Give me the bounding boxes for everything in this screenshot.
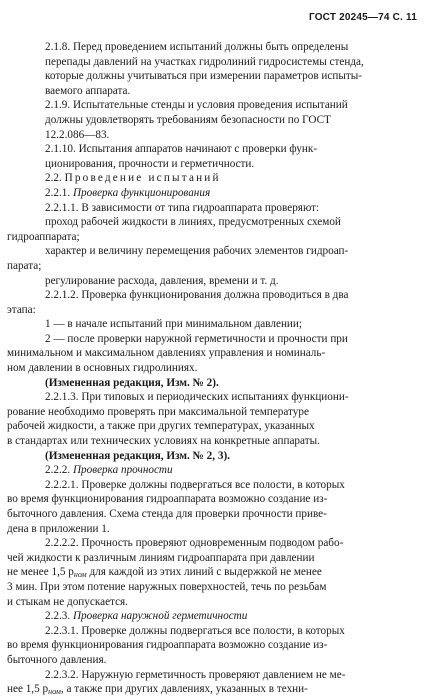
text-line: 2 — после проверки наружной герметичности и прочности при [45,332,348,345]
text-line: 2.1.10. Испытания аппаратов начинают с проверки функ- [45,143,318,156]
paragraph-2-2-1-1 [26,201,408,216]
text-line: дена в приложении 1. [7,522,110,535]
text-line: 1 — в начале испытаний при минимальном давлении; [45,318,303,331]
text-line: характер и величину перемещения рабочих элементов гидроап- [45,245,349,258]
list-item [26,274,408,289]
heading-line [26,609,408,624]
text-fragment: нее 1,5 p [7,683,49,696]
heading-title: Проверка прочности [72,464,173,477]
text-line: 2.2.3.1. Проверке должны подвергаться все полости, в которых [45,624,345,637]
text-line: которые должны учитываться при измерении параметров испыты- [45,70,363,83]
list-item [7,215,408,244]
heading-number: 2.2. [45,172,65,185]
text-fragment: , а также при других давлениях, указанных в техни- [60,683,308,696]
text-line: ном давлении в основных гидролиниях. [7,362,198,375]
heading-number: 2.2.3. [45,610,73,623]
nominal-subscript: ном [73,570,87,580]
text-line: ваемого аппарата. [45,84,131,97]
document-body [7,40,408,697]
text-line: (Измененная редакция, Изм. № 2). [45,376,219,389]
text-line: 2.2.1.2. Проверка функционирования должна проводиться в два [45,289,349,302]
paragraph-2-2-2-1 [7,478,408,536]
nominal-subscript: ном [48,687,61,697]
amendment-note [26,376,408,391]
text-line: 2.2.2.1. Проверке должны подвергаться все полости, в которых [45,478,345,491]
paragraph-2-1-10 [26,142,408,171]
text-fragment: для каждой из этих линий с выдержкой не менее [86,566,322,579]
amendment-note [26,449,408,464]
heading-line [26,186,408,201]
text-line: должны удовлетворять требованиям безопасности по ГОСТ [45,113,331,126]
heading-number: 2.2.2. [45,464,73,477]
text-line: 2.2.3.2. Наружную герметичность проверяют давлением не ме- [45,668,346,681]
paragraph-2-1-9 [26,98,408,142]
paragraph-2-1-8 [26,40,408,98]
heading-title: Проверка наружной герметичности [72,610,248,623]
heading-line [26,171,408,186]
text-line: минимальном и максимальном давлениях управления и номиналь- [7,347,326,360]
subsection-heading-2-2-2 [26,463,408,478]
text-fragment: не менее 1,5 p [7,566,74,579]
section-heading-2-2 [26,171,408,186]
paragraph-2-2-3-2 [7,668,408,697]
text-line: регулирование расхода, давления, времени и т. д. [45,274,279,287]
heading-title: Проверка функционирования [72,186,211,199]
text-line: в стандартах или технических условиях на конкретные аппараты. [7,435,320,448]
text-line: 2.1.8. Перед проведением испытаний должны быть определены [45,41,349,53]
text-line: 2.1.9. Испытательные стенды и условия проведения испытаний [45,99,348,112]
list-item [7,332,408,376]
text-line: 2.2.1.3. При типовых и периодических испытаниях функциони- [45,391,349,404]
text-line: во время функционирования гидроаппарата возможно создание из- [7,639,328,652]
text-line: 2.2.2.2. Прочность проверяют одновременным подводом рабо- [45,537,344,550]
text-line: и стыкам не допускается. [7,595,128,608]
heading-title: Проведение испытаний [64,172,221,185]
text-line: 2.2.1.1. В зависимости от типа гидроаппарата проверяют: [45,201,320,214]
paragraph-2-2-2-2 [7,536,408,609]
text-line: (Измененная редакция, Изм. № 2, 3). [45,449,230,462]
subsection-heading-2-2-3 [26,609,408,624]
text-line: рование необходимо проверять при максимальной температуре [7,405,309,418]
text-line: 3 мин. При этом потение наружных поверхностей, течь по резьбам [7,580,327,593]
paragraph-2-2-1-2 [7,288,408,317]
text-line: чей жидкости к различным линиям гидроаппарата при давлении [7,551,315,564]
list-item [7,244,408,273]
text-line: рабочей жидкости, а также при других температурах, указанных [7,420,315,433]
heading-number: 2.2.1. [45,186,73,199]
text-line [7,682,408,697]
text-line: гидроаппарата; [7,230,80,243]
list-item [26,317,408,332]
text-line: перепады давлений на участках гидролиний гидросистемы стенда, [45,55,364,68]
text-line: ционирования, прочности и герметичности. [45,157,255,170]
text-line: 12.2.086—83. [45,128,110,141]
text-line: проход рабочей жидкости в линиях, предусмотренных схемой [45,216,341,229]
text-line: парата; [7,259,42,272]
text-line [7,565,408,580]
text-line: во время функционирования гидроаппарата возможно создание из- [7,493,328,506]
text-line: быточного давления. [7,653,107,666]
text-line: этапа: [7,303,36,316]
page-header: ГОСТ 20245—74 С. 11 [308,12,417,23]
paragraph-2-2-1-3 [7,390,408,448]
subsection-heading-2-2-1 [26,186,408,201]
heading-line [26,463,408,478]
text-line: быточного давления. Схема стенда для проверки прочности приве- [7,508,327,520]
